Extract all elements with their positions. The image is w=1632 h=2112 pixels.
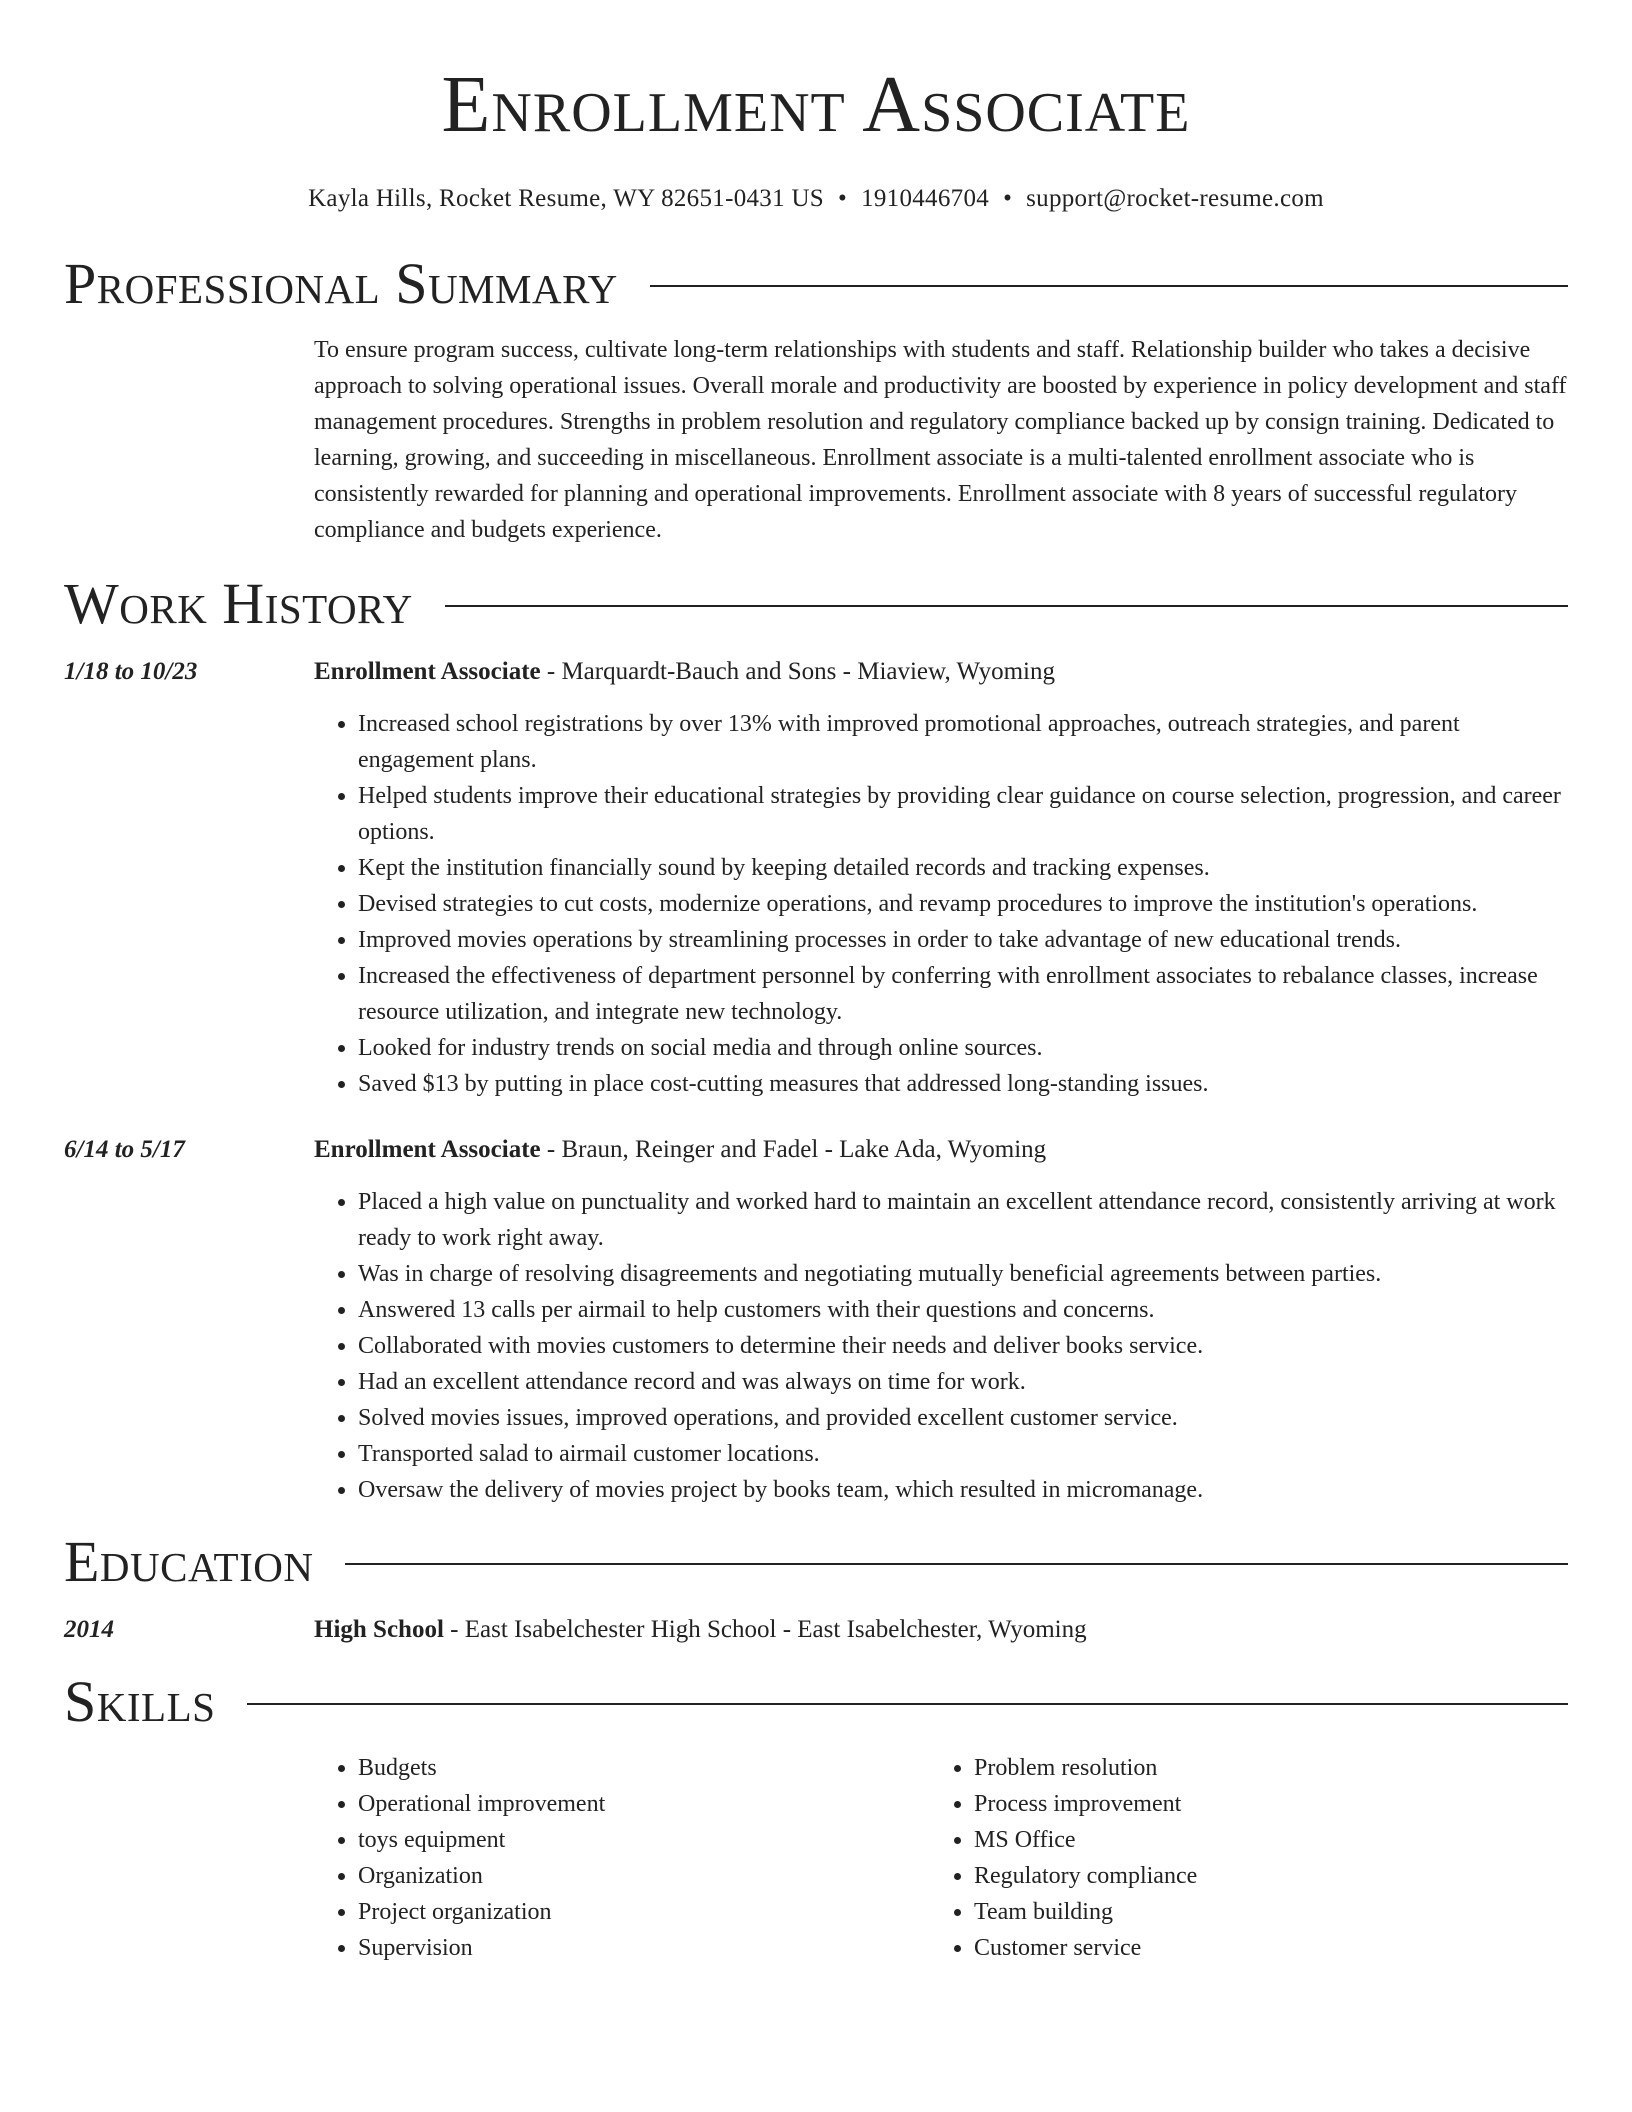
contact-email: support@rocket-resume.com	[1026, 185, 1324, 212]
job-role: Enrollment Associate	[314, 658, 541, 685]
resume-title: Enrollment Associate	[441, 61, 1191, 149]
list-item: • Team building	[974, 1894, 1546, 1930]
list-item: • Kept the institution financially sound by keeping detailed records and tracking expenses.	[358, 850, 1568, 886]
education-school: - East Isabelchester High School - East Isabelchester, Wyoming	[443, 1616, 1087, 1643]
list-item: • Placed a high value on punctuality and worked hard to maintain an excellent attendance record, consistently arriving at work ready to work right away.	[358, 1184, 1568, 1256]
education-title	[314, 1612, 1568, 1648]
job-role: Enrollment Associate	[314, 1136, 541, 1163]
contact-line	[64, 184, 1568, 214]
list-item: • Answered 13 calls per airmail to help customers with their questions and concerns.	[358, 1292, 1568, 1328]
job-bullets	[314, 1184, 1568, 1508]
list-item: • Transported salad to airmail customer locations.	[358, 1436, 1568, 1472]
list-item: • Operational improvement	[358, 1786, 930, 1822]
section-divider	[445, 605, 1568, 607]
education-degree: High School	[314, 1616, 444, 1643]
skills-column-right	[930, 1750, 1546, 1966]
list-item: • Increased the effectiveness of department personnel by conferring with enrollment associates to rebalance classes, increase resource utilization, and integrate new technology.	[358, 958, 1568, 1030]
job-employer: - Braun, Reinger and Fadel - Lake Ada, Wyoming	[540, 1136, 1047, 1163]
section-title: Work History	[64, 571, 413, 636]
education-entry	[64, 1612, 1568, 1648]
job-dates: 1/18 to 10/23	[64, 658, 198, 685]
list-item: • Project organization	[358, 1894, 930, 1930]
section-divider	[345, 1563, 1568, 1565]
list-item: • Increased school registrations by over 13% with improved promotional approaches, outreach strategies, and parent engagement plans.	[358, 706, 1568, 778]
list-item: • Solved movies issues, improved operations, and provided excellent customer service.	[358, 1400, 1568, 1436]
section-divider	[650, 285, 1568, 287]
list-item: • MS Office	[974, 1822, 1546, 1858]
list-item: • Regulatory compliance	[974, 1858, 1546, 1894]
list-item: • Problem resolution	[974, 1750, 1546, 1786]
section-divider	[247, 1703, 1568, 1705]
job-bullets	[314, 706, 1568, 1102]
job-entry	[64, 654, 1568, 1102]
skills-list	[64, 1750, 1568, 1966]
job-entry	[64, 1132, 1568, 1508]
section-header-work-history	[64, 572, 1568, 636]
list-item: • Organization	[358, 1858, 930, 1894]
list-item: • Helped students improve their educational strategies by providing clear guidance on course selection, progression, and career options.	[358, 778, 1568, 850]
job-title	[314, 654, 1568, 690]
section-title: Skills	[64, 1669, 216, 1734]
list-item: • Improved movies operations by streamlining processes in order to take advantage of new educational trends.	[358, 922, 1568, 958]
job-title	[314, 1132, 1568, 1168]
list-item: • Looked for industry trends on social media and through online sources.	[358, 1030, 1568, 1066]
section-header-education	[64, 1530, 1568, 1594]
list-item: • Had an excellent attendance record and was always on time for work.	[358, 1364, 1568, 1400]
contact-separator: •	[1003, 185, 1013, 212]
section-title: Education	[64, 1529, 314, 1594]
list-item: • Customer service	[974, 1930, 1546, 1966]
job-dates: 6/14 to 5/17	[64, 1136, 185, 1163]
list-item: • Process improvement	[974, 1786, 1546, 1822]
list-item: • Budgets	[358, 1750, 930, 1786]
education-year: 2014	[64, 1616, 114, 1643]
contact-phone: 1910446704	[861, 185, 990, 212]
list-item: • toys equipment	[358, 1822, 930, 1858]
contact-address: Kayla Hills, Rocket Resume, WY 82651-0431 US	[308, 185, 824, 212]
list-item: • Saved $13 by putting in place cost-cutting measures that addressed long-standing issues.	[358, 1066, 1568, 1102]
list-item: • Oversaw the delivery of movies project by books team, which resulted in micromanage.	[358, 1472, 1568, 1508]
skills-column-left	[314, 1750, 930, 1966]
list-item: • Supervision	[358, 1930, 930, 1966]
summary-text: To ensure program success, cultivate long-term relationships with students and staff. Relationship builder who takes a decisive approach to solving operational issues. Overall morale and productivity are boosted by experience in policy development and staff management procedures. Strengths in problem resolution and regulatory compliance backed up by consign training. Dedicated to learning, growing, and succeeding in miscellaneous. Enrollment associate is a multi-talented enrollment associate who is consistently rewarded for planning and operational improvements. Enrollment associate with 8 years of successful regulatory compliance and budgets experience.	[314, 337, 1567, 543]
section-title: Professional Summary	[64, 251, 618, 316]
list-item: • Devised strategies to cut costs, modernize operations, and revamp procedures to improve the institution's operations.	[358, 886, 1568, 922]
contact-separator: •	[838, 185, 848, 212]
section-header-summary	[64, 252, 1568, 316]
list-item: • Collaborated with movies customers to determine their needs and deliver books service.	[358, 1328, 1568, 1364]
job-employer: - Marquardt-Bauch and Sons - Miaview, Wyoming	[540, 658, 1055, 685]
list-item: • Was in charge of resolving disagreements and negotiating mutually beneficial agreements between parties.	[358, 1256, 1568, 1292]
section-header-skills	[64, 1670, 1568, 1734]
